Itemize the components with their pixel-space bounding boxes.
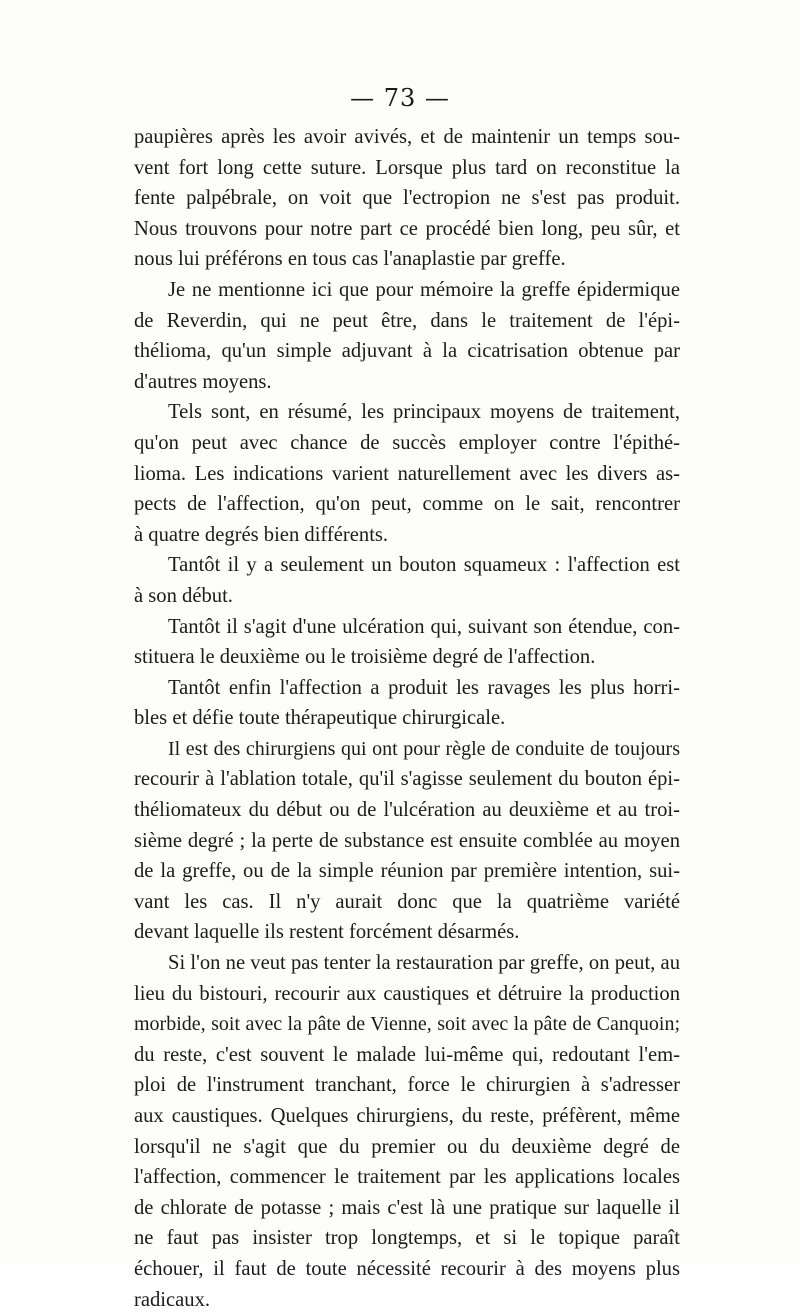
text-line: paupières après les avoir avivés, et de maintenir un temps sou-: [134, 126, 680, 148]
text-line: l'affection, commencer le traitement par les applications locales: [134, 1166, 680, 1189]
text-line: nous lui préférons en tous cas l'anaplastie par greffe.: [134, 248, 566, 271]
text-line: à quatre degrés bien différents.: [134, 523, 389, 546]
text-line: bles et défie toute thérapeutique chirurgicale.: [134, 707, 506, 730]
text-line: sième degré ; la perte de substance est ensuite comblée au moyen: [134, 829, 680, 852]
text-line: Tantôt enfin l'affection a produit les ravages les plus horri-: [168, 676, 680, 699]
text-line: à son début.: [134, 584, 233, 607]
text-line: devant laquelle ils restent forcément désarmés.: [134, 921, 520, 944]
text-line: du reste, c'est souvent le malade lui-même qui, redoutant l'em-: [134, 1043, 680, 1066]
text-line: fente palpébrale, on voit que l'ectropion ne s'est pas produit.: [134, 187, 680, 210]
text-line: de chlorate de potasse ; mais c'est là une pratique sur laquelle il: [134, 1196, 680, 1219]
text-line: Si l'on ne veut pas tenter la restauration par greffe, on peut, au: [168, 952, 680, 975]
text-line: pects de l'affection, qu'on peut, comme on le sait, rencontrer: [134, 493, 680, 516]
page-number: — 73 —: [350, 84, 450, 112]
text-line: d'autres moyens.: [134, 370, 272, 393]
text-line: lieu du bistouri, recourir aux caustiques et détruire la production: [134, 982, 680, 1005]
text-line: stituera le deuxième ou le troisième degré de l'affection.: [134, 646, 596, 669]
text-line: thélioma, qu'un simple adjuvant à la cicatrisation obtenue par: [134, 340, 680, 363]
text-line: vant les cas. Il n'y aurait donc que la quatrième variété: [134, 890, 680, 913]
text-line: Il est des chirurgiens qui ont pour règle de conduite de toujours: [168, 737, 680, 760]
text-line: Tels sont, en résumé, les principaux moyens de traitement,: [168, 401, 680, 424]
text-line: Je ne mentionne ici que pour mémoire la greffe épidermique: [168, 278, 680, 301]
text-line: lorsqu'il ne s'agit que du premier ou du deuxième degré de: [134, 1135, 680, 1158]
text-line: aux caustiques. Quelques chirurgiens, du reste, préfèrent, même: [134, 1105, 680, 1127]
text-line: ploi de l'instrument tranchant, force le chirurgien à s'adresser: [134, 1074, 680, 1097]
text-line: théliomateux du début ou de l'ulcération au deuxième et au troi-: [134, 799, 680, 822]
text-line: morbide, soit avec la pâte de Vienne, soit avec la pâte de Canquoin;: [134, 1013, 680, 1036]
text-line: radicaux.: [134, 1288, 211, 1311]
text-line: qu'on peut avec chance de succès employer contre l'épithé-: [134, 431, 680, 454]
text-line: vent fort long cette suture. Lorsque plus tard on reconstitue la: [134, 156, 680, 179]
text-line: lioma. Les indications varient naturellement avec les divers as-: [134, 462, 680, 485]
text-line: Tantôt il y a seulement un bouton squameux : l'affection est: [168, 554, 680, 577]
text-line: recourir à l'ablation totale, qu'il s'agisse seulement du bouton épi-: [134, 768, 680, 791]
text-line: de la greffe, ou de la simple réunion par première intention, sui-: [134, 860, 680, 883]
text-line: de Reverdin, qui ne peut être, dans le traitement de l'épi-: [134, 309, 680, 332]
text-line: Nous trouvons pour notre part ce procédé bien long, peu sûr, et: [134, 217, 680, 240]
text-line: Tantôt il s'agit d'une ulcération qui, suivant son étendue, con-: [168, 615, 680, 638]
body-text: [134, 122, 680, 1315]
text-line: échouer, il faut de toute nécessité recourir à des moyens plus: [134, 1257, 680, 1280]
text-line: ne faut pas insister trop longtemps, et si le topique paraît: [134, 1227, 680, 1250]
